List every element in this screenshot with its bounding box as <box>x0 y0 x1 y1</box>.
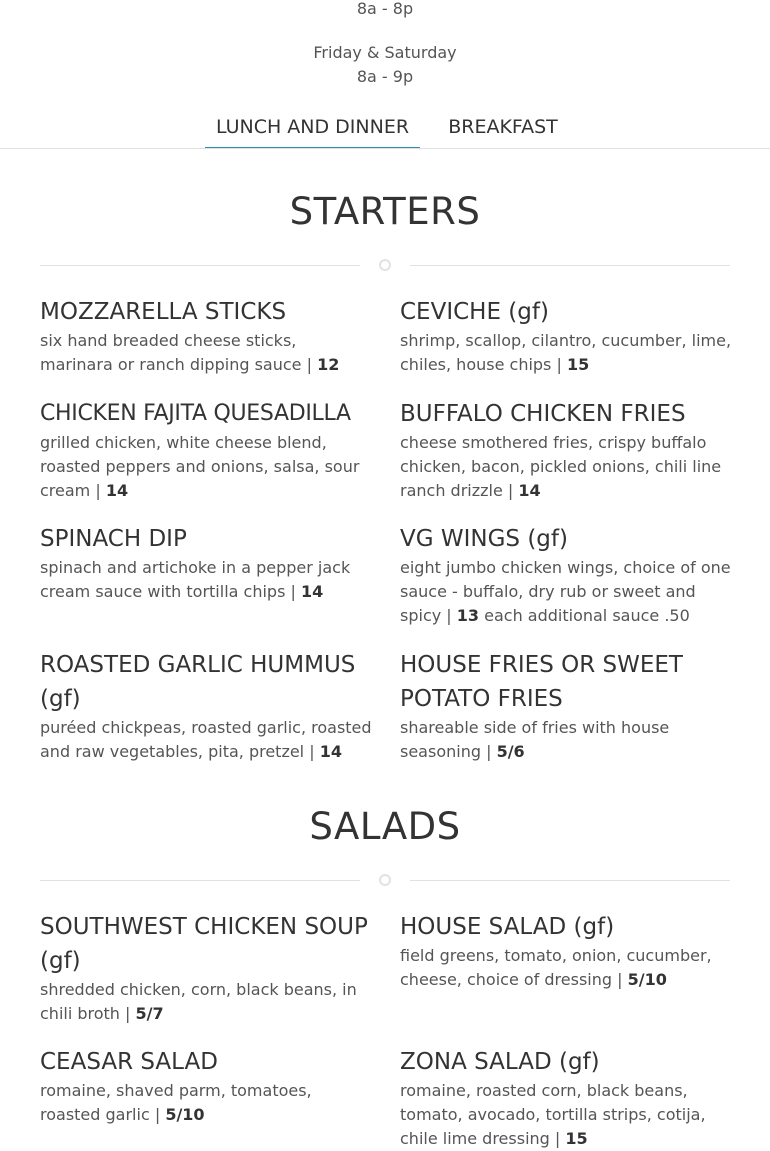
tab-breakfast[interactable]: BREAKFAST <box>448 116 558 138</box>
item-name: SPINACH DIP <box>40 526 187 552</box>
menu-item <box>400 295 732 377</box>
item-description: shrimp, scallop, cilantro, cucumber, lime, chiles, house chips | 15 <box>400 331 732 374</box>
divider-circle-icon <box>379 259 391 271</box>
menu-item <box>400 1045 732 1151</box>
tab-lunch-and-dinner[interactable]: LUNCH AND DINNER <box>205 108 420 148</box>
item-description: cheese smothered fries, crispy buffalo chicken, bacon, pickled onions, chili line ranch drizzle | 14 <box>400 433 722 500</box>
menu-tabs <box>0 108 770 149</box>
menu-item <box>400 397 732 503</box>
divider-line-right <box>410 265 730 266</box>
item-description: shredded chicken, corn, black beans, in chili broth | 5/7 <box>40 980 357 1023</box>
divider-line-left <box>40 265 360 266</box>
item-price: 5/10 <box>165 1105 205 1124</box>
item-price: 12 <box>317 355 340 374</box>
section-title-starters: STARTERS <box>289 190 481 233</box>
item-name: HOUSE FRIES OR SWEET POTATO FRIES <box>400 652 683 712</box>
item-price: 15 <box>566 355 590 374</box>
item-name: ROASTED GARLIC HUMMUS (gf) <box>40 652 356 712</box>
item-price: 5/10 <box>627 970 667 989</box>
divider-line-left <box>40 880 360 881</box>
menu-item <box>400 522 732 628</box>
item-name: BUFFALO CHICKEN FRIES <box>400 401 686 427</box>
item-name: ZONA SALAD (gf) <box>400 1049 600 1075</box>
menu-item <box>40 295 372 377</box>
item-description: eight jumbo chicken wings, choice of one sauce - buffalo, dry rub or sweet and spicy | 13 each additional sauce .50 <box>400 558 731 625</box>
item-description: shareable side of fries with house seasoning | 5/6 <box>400 718 670 761</box>
menu-item <box>40 1045 372 1127</box>
item-price: 14 <box>105 481 129 500</box>
item-price: 15 <box>565 1129 588 1148</box>
menu-item <box>40 910 372 1026</box>
item-name: VG WINGS (gf) <box>400 526 568 552</box>
menu-item <box>40 522 372 604</box>
item-description: puréed chickpeas, roasted garlic, roasted and raw vegetables, pita, pretzel | 14 <box>40 718 372 761</box>
item-description: six hand breaded cheese sticks, marinara or ranch dipping sauce | 12 <box>40 331 340 374</box>
section-title-salads: SALADS <box>309 805 461 848</box>
item-price: 13 <box>456 606 480 625</box>
item-description: romaine, roasted corn, black beans, tomato, avocado, tortilla strips, cotija, chile lime dressing | 15 <box>400 1081 706 1148</box>
item-price: 5/6 <box>496 742 525 761</box>
menu-item <box>400 648 732 764</box>
item-name: HOUSE SALAD (gf) <box>400 914 615 940</box>
item-price: 14 <box>300 582 324 601</box>
menu-item <box>40 397 372 503</box>
item-description: grilled chicken, white cheese blend, roasted peppers and onions, salsa, sour cream | 14 <box>40 433 360 500</box>
divider-circle-icon <box>379 874 391 886</box>
item-price: 5/7 <box>135 1004 164 1023</box>
item-description: field greens, tomato, onion, cucumber, cheese, choice of dressing | 5/10 <box>400 946 712 989</box>
divider-line-right <box>410 880 730 881</box>
item-description: spinach and artichoke in a pepper jack cream sauce with tortilla chips | 14 <box>40 558 351 601</box>
weekend-label: Friday & Saturday <box>313 43 457 62</box>
item-name: CEASAR SALAD <box>40 1049 218 1075</box>
menu-item <box>40 648 372 764</box>
weekend-hours: 8a - 9p <box>356 67 414 86</box>
item-price: 14 <box>319 742 342 761</box>
item-name: CEVICHE (gf) <box>400 299 549 325</box>
item-description: romaine, shaved parm, tomatoes, roasted garlic | 5/10 <box>40 1081 312 1124</box>
item-name: SOUTHWEST CHICKEN SOUP (gf) <box>40 914 368 974</box>
item-name: CHICKEN FAJITA QUESADILLA <box>40 401 351 426</box>
item-name: MOZZARELLA STICKS <box>40 299 287 325</box>
menu-item <box>400 910 732 992</box>
item-price: 14 <box>518 481 541 500</box>
weekday-hours: 8a - 8p <box>356 0 414 18</box>
